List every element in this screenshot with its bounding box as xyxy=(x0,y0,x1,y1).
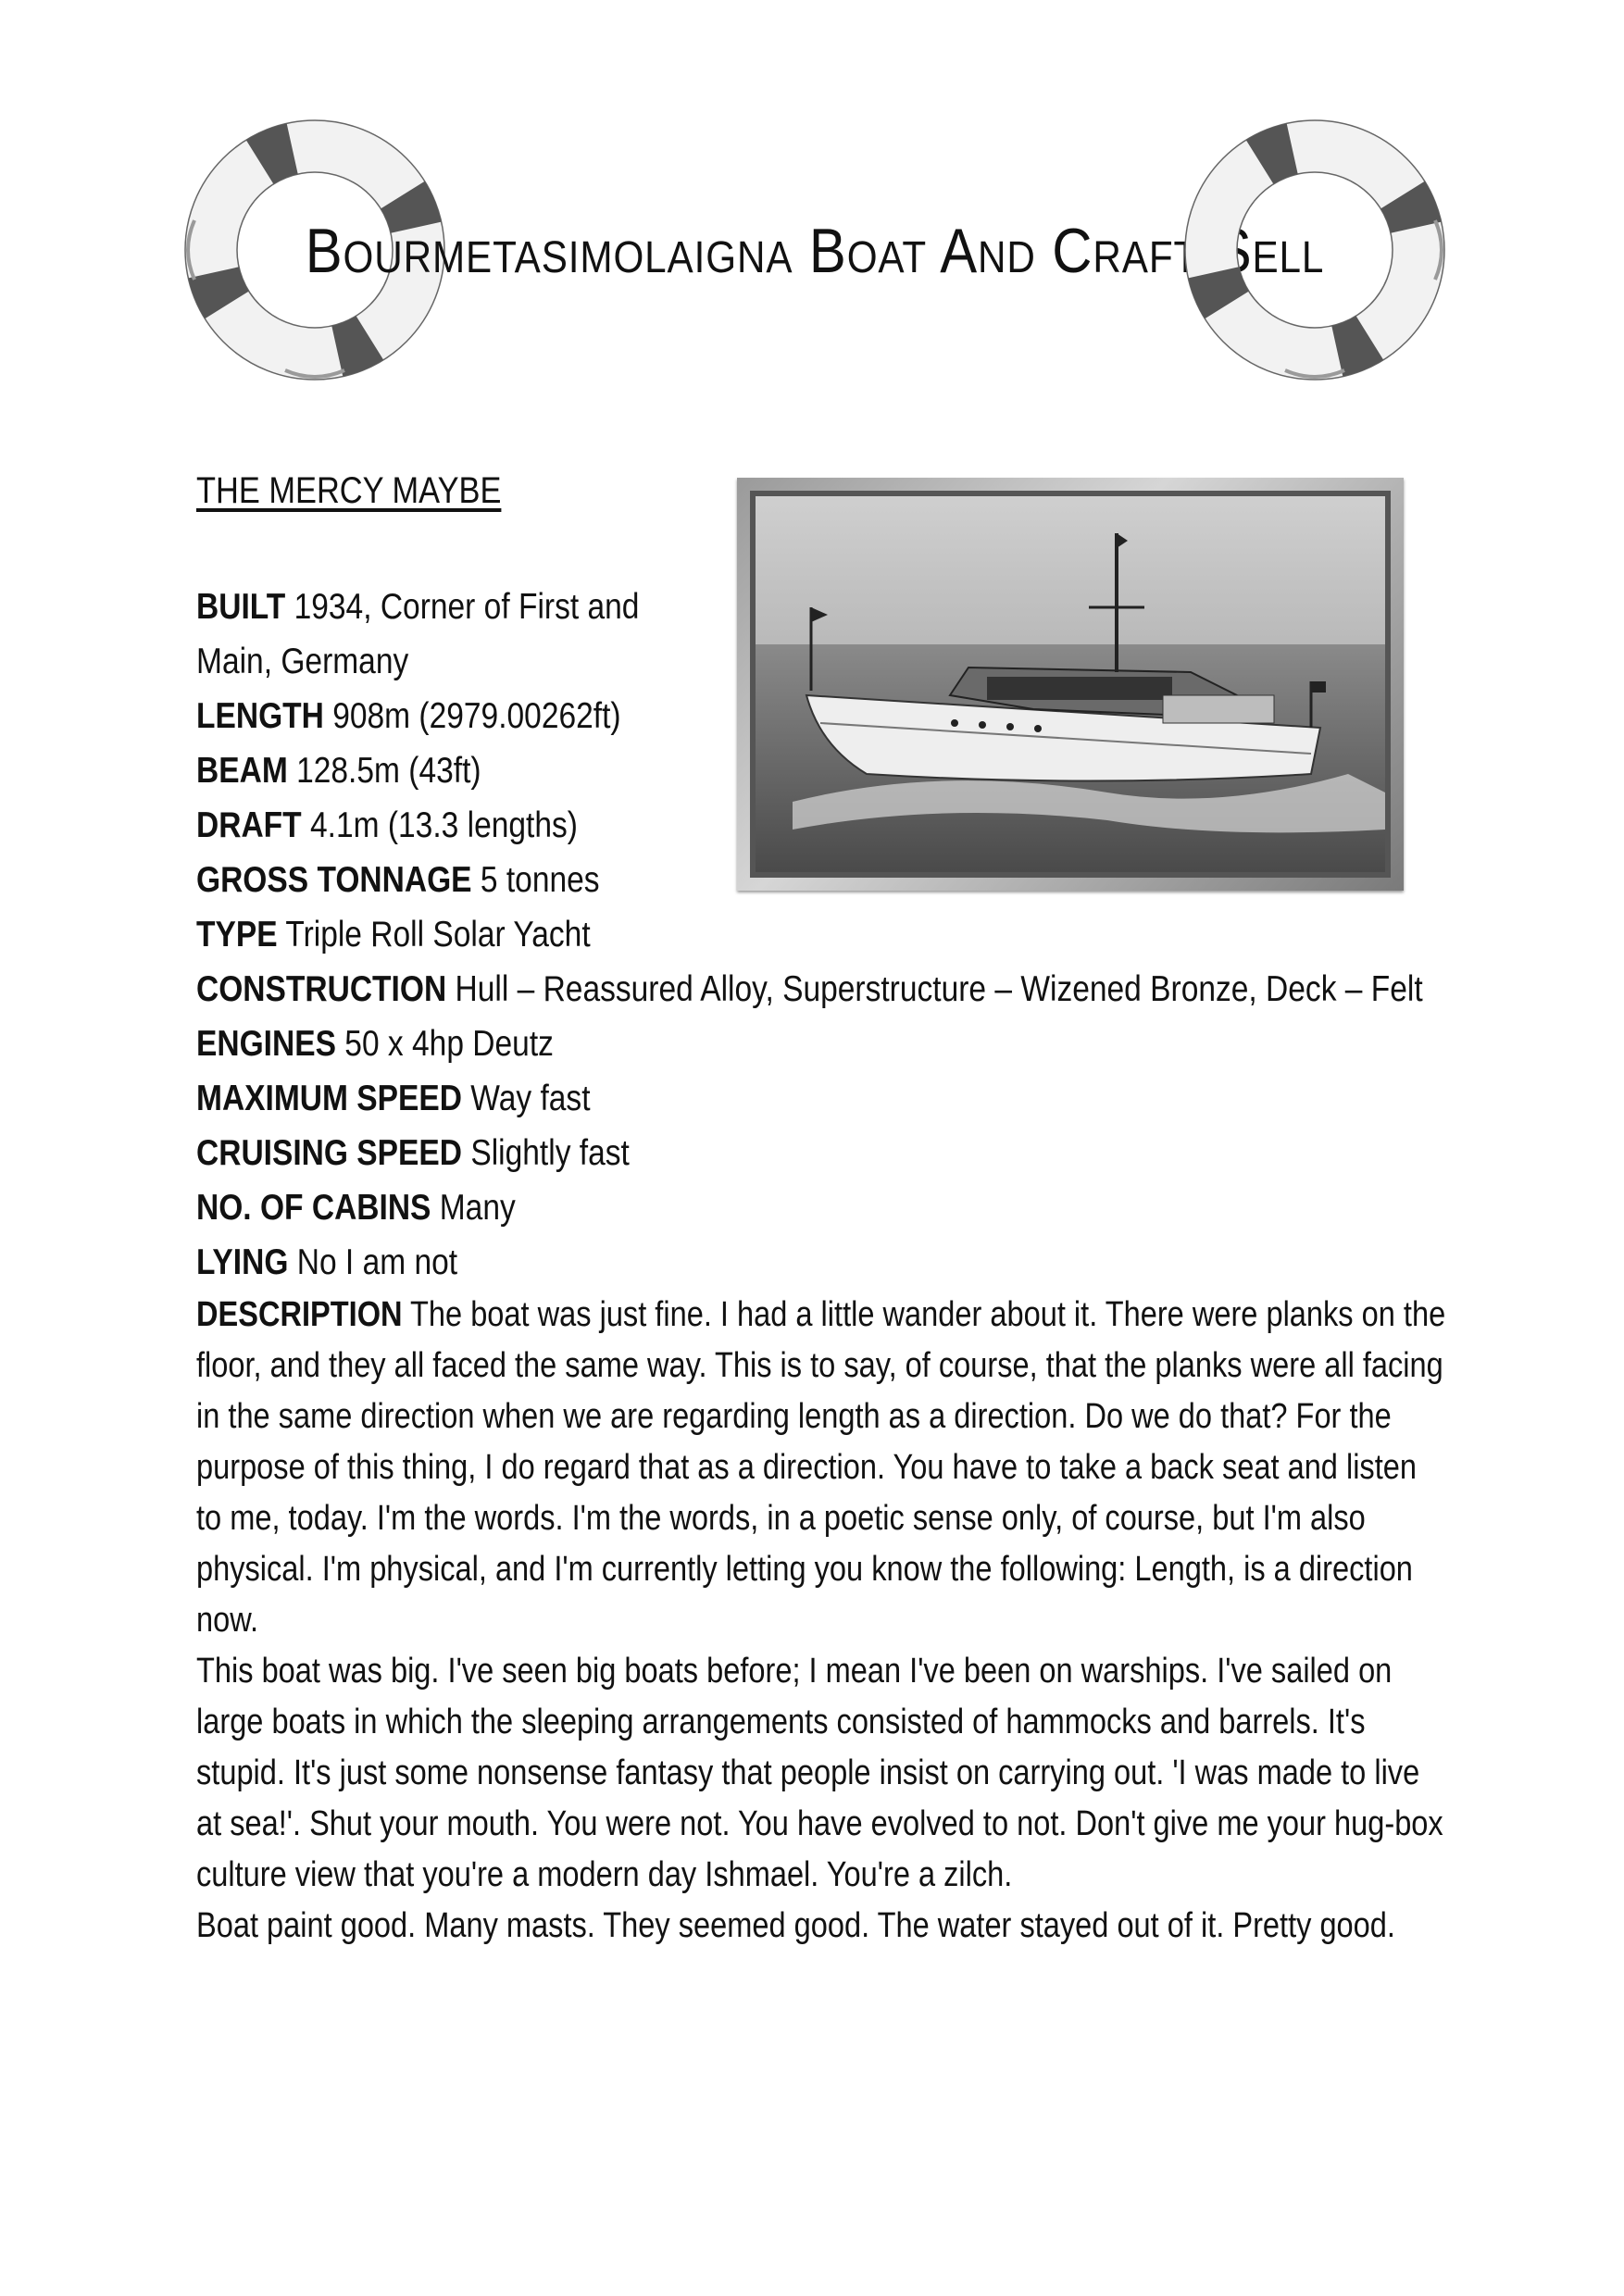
description-paragraph: This boat was big. I've seen big boats before; I mean I've been on warships. I've sailed on large boats in which the sleeping arrangements consisted of hammocks and barrels. It's stupid. It's just some nonsense fantasy that people insist on carrying out. 'I was made to live at sea!'. Shut your mouth. You were not. You have evolved to not. Don't give me your hug-box culture view that you're a modern day Ishmael. You're a zilch. xyxy=(196,1652,1443,1894)
spec-label: MAXIMUM SPEED xyxy=(196,1079,462,1118)
spec-value: 908m (2979.00262ft) xyxy=(332,696,621,736)
spec-value: Hull – Reassured Alloy, Superstructure – Wizened Bronze, Deck – Felt xyxy=(455,969,1423,1009)
spec-label: BUILT xyxy=(196,587,286,627)
spec-draft xyxy=(196,798,1453,853)
spec-value: 1934, Corner of First and Main, Germany xyxy=(196,587,640,681)
spec-lying xyxy=(196,1235,1453,1290)
spec-label: CRUISING SPEED xyxy=(196,1133,463,1173)
spec-label: DRAFT xyxy=(196,805,302,845)
spec-construction xyxy=(196,962,1462,1017)
spec-value: Triple Roll Solar Yacht xyxy=(285,915,591,955)
description-paragraph: Boat paint good. Many masts. They seemed good. The water stayed out of it. Pretty good. xyxy=(196,1906,1395,1945)
spec-label: NO. OF CABINS xyxy=(196,1188,431,1228)
spec-label: GROSS TONNAGE xyxy=(196,860,472,900)
spec-list xyxy=(196,580,1455,1952)
spec-value: Many xyxy=(439,1188,516,1228)
spec-label: LENGTH xyxy=(196,696,324,736)
spec-label: BEAM xyxy=(196,751,288,791)
spec-label: ENGINES xyxy=(196,1024,336,1064)
life-ring-right-icon xyxy=(1176,111,1454,389)
spec-label: TYPE xyxy=(196,915,278,955)
spec-cruising-speed xyxy=(196,1126,1453,1180)
spec-type xyxy=(196,907,1453,962)
spec-built xyxy=(196,580,674,689)
boat-name: THE MERCY MAYBE xyxy=(196,470,502,511)
spec-beam xyxy=(196,743,1453,798)
description-paragraph xyxy=(196,1290,1450,1646)
page-header xyxy=(176,111,1454,407)
spec-gross-tonnage xyxy=(196,853,1453,907)
spec-value: 128.5m (43ft) xyxy=(296,751,481,791)
spec-value: Way fast xyxy=(470,1079,591,1118)
spec-label: CONSTRUCTION xyxy=(196,969,447,1009)
page-title: Bourmetasimolaigna Boat And Craft Sell xyxy=(305,216,1325,286)
spec-value: 50 x 4hp Deutz xyxy=(344,1024,554,1064)
spec-value: No I am not xyxy=(296,1242,458,1282)
description-text: The boat was just fine. I had a little wander about it. There were planks on the floor, and they all faced the same way. This is to say, of course, that the planks were all facing in the same direction when we are regarding length as a direction. Do we do that? For the purpose of this thing, I do regard that as a direction. You have to take a back seat and listen to me, today. I'm the words. I'm the words, in a poetic sense only, of course, but I'm also physical. I'm physical, and I'm currently letting you know the following: Length, is a direction now. xyxy=(196,1295,1446,1640)
spec-value: 4.1m (13.3 lengths) xyxy=(309,805,578,845)
spec-value: Slightly fast xyxy=(470,1133,630,1173)
spec-value: 5 tonnes xyxy=(480,860,600,900)
spec-maximum-speed xyxy=(196,1071,1453,1126)
description xyxy=(196,1290,1450,1952)
spec-length xyxy=(196,689,1453,743)
description-label: DESCRIPTION xyxy=(196,1295,403,1334)
spec-cabins xyxy=(196,1180,1453,1235)
spec-engines xyxy=(196,1017,1453,1071)
spec-label: LYING xyxy=(196,1242,289,1282)
